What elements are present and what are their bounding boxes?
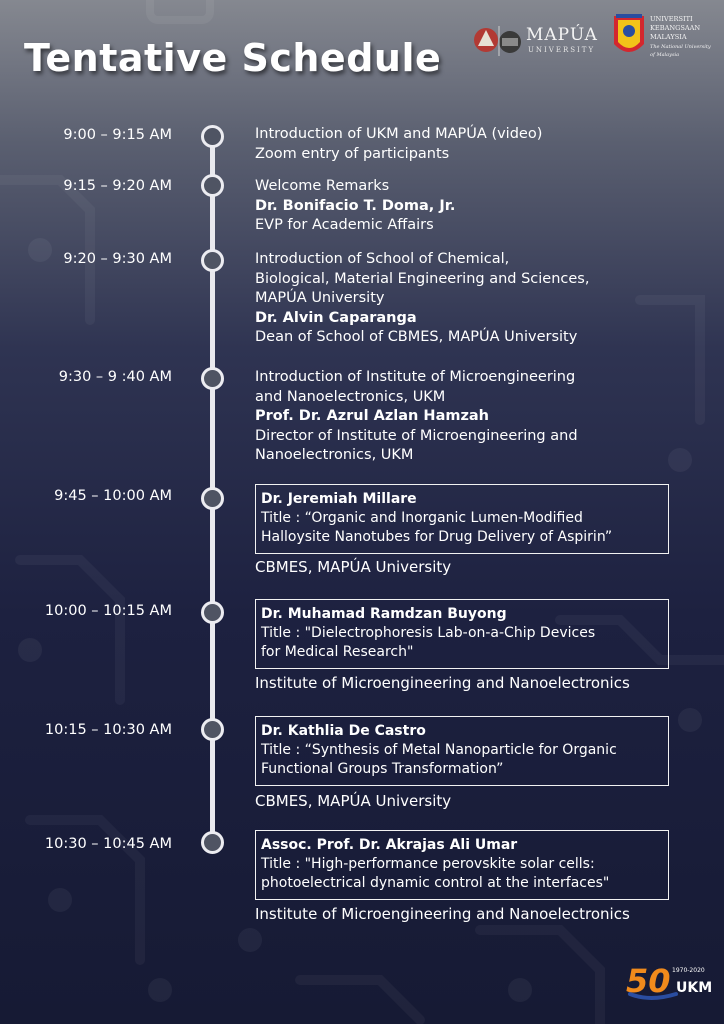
time-slot: 9:45 – 10:00 AM (54, 488, 172, 504)
speaker-name: Prof. Dr. Azrul Azlan Hamzah (255, 408, 490, 424)
entry-line: Introduction of Institute of Microengineering (255, 369, 576, 385)
talk-box (255, 716, 669, 786)
time-slot: 9:15 – 9:20 AM (63, 178, 172, 194)
timeline-dot (201, 174, 224, 197)
mapua-emblem-icon (472, 22, 526, 60)
timeline-dot (201, 367, 224, 390)
ukm-line: MALAYSIA (650, 33, 687, 41)
talk-box (255, 484, 669, 554)
timeline-dot (201, 718, 224, 741)
ukm-text (650, 15, 711, 58)
badge-years: 1970-2020 (672, 967, 705, 974)
speaker-name: Assoc. Prof. Dr. Akrajas Ali Umar (261, 837, 518, 853)
mapua-logo (472, 20, 600, 64)
schedule-entry (255, 368, 705, 466)
talk-box (255, 599, 669, 669)
entry-line: Welcome Remarks (255, 178, 390, 194)
badge-number: 50 (626, 962, 671, 1000)
ukm-logo (612, 14, 720, 64)
ukm-line: UNIVERSITI (650, 15, 693, 23)
ukm-line: KEBANGSAAN (650, 24, 701, 32)
speaker-role: EVP for Academic Affairs (255, 217, 434, 233)
timeline-dot (201, 831, 224, 854)
time-slot: 9:20 – 9:30 AM (63, 251, 172, 267)
speaker-role: Dean of School of CBMES, MAPÚA University (255, 329, 578, 345)
entry-line: and Nanoelectronics, UKM (255, 388, 446, 405)
time-slot: 9:30 – 9 :40 AM (58, 369, 172, 385)
speaker-role: Nanoelectronics, UKM (255, 447, 414, 463)
time-slot: 10:00 – 10:15 AM (44, 603, 172, 619)
schedule-entry (255, 125, 705, 164)
schedule-entry (255, 250, 705, 348)
talk-title-line: Functional Groups Transformation” (261, 761, 504, 777)
talk-title-line: for Medical Research" (261, 644, 414, 660)
talk-title-line: Title : “Organic and Inorganic Lumen-Modified (261, 510, 583, 526)
time-slot: 9:00 – 9:15 AM (63, 127, 172, 143)
schedule-entry (255, 177, 705, 236)
affiliation: CBMES, MAPÚA University (255, 558, 452, 576)
entry-line: Introduction of School of Chemical, (255, 251, 510, 267)
entry-line: Biological, Material Engineering and Sciences, (255, 270, 590, 287)
speaker-name: Dr. Bonifacio T. Doma, Jr. (255, 197, 456, 214)
speaker-name: Dr. Alvin Caparanga (255, 309, 417, 326)
affiliation: CBMES, MAPÚA University (255, 792, 452, 810)
ukm-crest-icon (612, 14, 646, 60)
page-title: Tentative Schedule (24, 36, 442, 80)
entry-line: Introduction of UKM and MAPÚA (video) (255, 126, 543, 142)
speaker-name: Dr. Kathlia De Castro (261, 723, 426, 739)
ukm-50-years-logo (620, 958, 712, 1008)
time-slot: 10:30 – 10:45 AM (44, 836, 172, 852)
talk-title-line: Title : "Dielectrophoresis Lab-on-a-Chip Devices (261, 625, 596, 641)
speaker-role: Director of Institute of Microengineering and (255, 427, 578, 444)
entry-line: Zoom entry of participants (255, 145, 450, 162)
speaker-name: Dr. Jeremiah Millare (261, 491, 417, 507)
entry-line: MAPÚA University (255, 290, 385, 306)
ukm-english-line: The National University (650, 44, 711, 50)
talk-title-line: Halloysite Nanotubes for Drug Delivery of Aspirin” (261, 529, 613, 545)
talk-box (255, 830, 669, 900)
talk-title-line: photoelectrical dynamic control at the interfaces" (261, 875, 610, 891)
speaker-name: Dr. Muhamad Ramdzan Buyong (261, 606, 507, 622)
badge-org: UKM (676, 980, 712, 996)
affiliation: Institute of Microengineering and Nanoelectronics (255, 674, 630, 692)
time-slot: 10:15 – 10:30 AM (44, 722, 172, 738)
ukm-english-line: of Malaysia (650, 52, 680, 58)
timeline-dot (201, 601, 224, 624)
timeline-dot (201, 487, 224, 510)
timeline-dot (201, 249, 224, 272)
timeline-dot (201, 125, 224, 148)
mapua-name: MAPÚA (526, 25, 598, 45)
talk-title-line: Title : “Synthesis of Metal Nanoparticle for Organic (261, 742, 617, 758)
affiliation: Institute of Microengineering and Nanoelectronics (255, 905, 630, 923)
mapua-sub: UNIVERSITY (528, 46, 596, 54)
talk-title-line: Title : "High-performance perovskite solar cells: (261, 856, 595, 872)
